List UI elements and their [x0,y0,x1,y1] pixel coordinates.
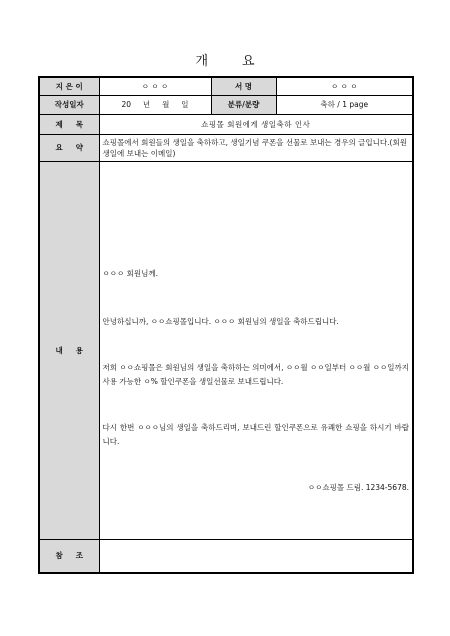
subject-label: 제 목 [39,114,99,134]
content-label: 내 용 [39,161,99,539]
content-paragraph-1: 안녕하십니까, ㅇㅇ쇼핑몰입니다. ㅇㅇㅇ 회원님의 생일을 축하드립니다. [102,316,339,326]
content-paragraph-2: 저희 ㅇㅇ쇼핑몰은 회원님의 생일을 축하하는 의미에서, ㅇㅇ월 ㅇㅇ일부터 ㅇㅇ월 ㅇㅇ일까지 사용 가능한 ㅇ% 할인쿠폰을 생일선물로 보내드립니다. [102,363,409,386]
signature-label: 서 명 [211,77,276,95]
overview-form-table [38,76,414,574]
date-label: 작성일자 [39,95,99,114]
summary-value: 쇼핑몰에서 회원들의 생일을 축하하고, 생일기념 쿠폰을 선물로 보내는 경우의 글입니다.(회원생일에 보내는 이메일) [99,134,413,161]
summary-label: 요 약 [39,134,99,161]
reference-value [99,539,413,573]
date-value: 20 년 월 일 [99,95,211,114]
category-label: 분류/분량 [211,95,276,114]
author-label: 지 은 이 [39,77,99,95]
content-paragraph-3: 다시 한번 ㅇㅇㅇ님의 생일을 축하드리며, 보내드린 할인쿠폰으로 유쾌한 쇼핑을 하시기 바랍니다. [102,423,409,446]
title-char-2: 요 [242,54,255,69]
content-signature: ㅇㅇ쇼핑몰 드림. 1234-5678. [307,483,409,493]
title-char-1: 개 [195,54,208,69]
author-value: ㅇ ㅇ ㅇ [99,77,211,95]
reference-label: 참 조 [39,539,99,573]
page-title [0,50,450,69]
category-value: 축하 / 1 page [276,95,413,114]
content-greeting: ㅇㅇㅇ 회원님께. [102,269,158,279]
subject-value: 쇼핑몰 회원에게 생일축하 인사 [99,114,413,134]
content-body [99,161,413,539]
signature-value: ㅇ ㅇ ㅇ [276,77,413,95]
